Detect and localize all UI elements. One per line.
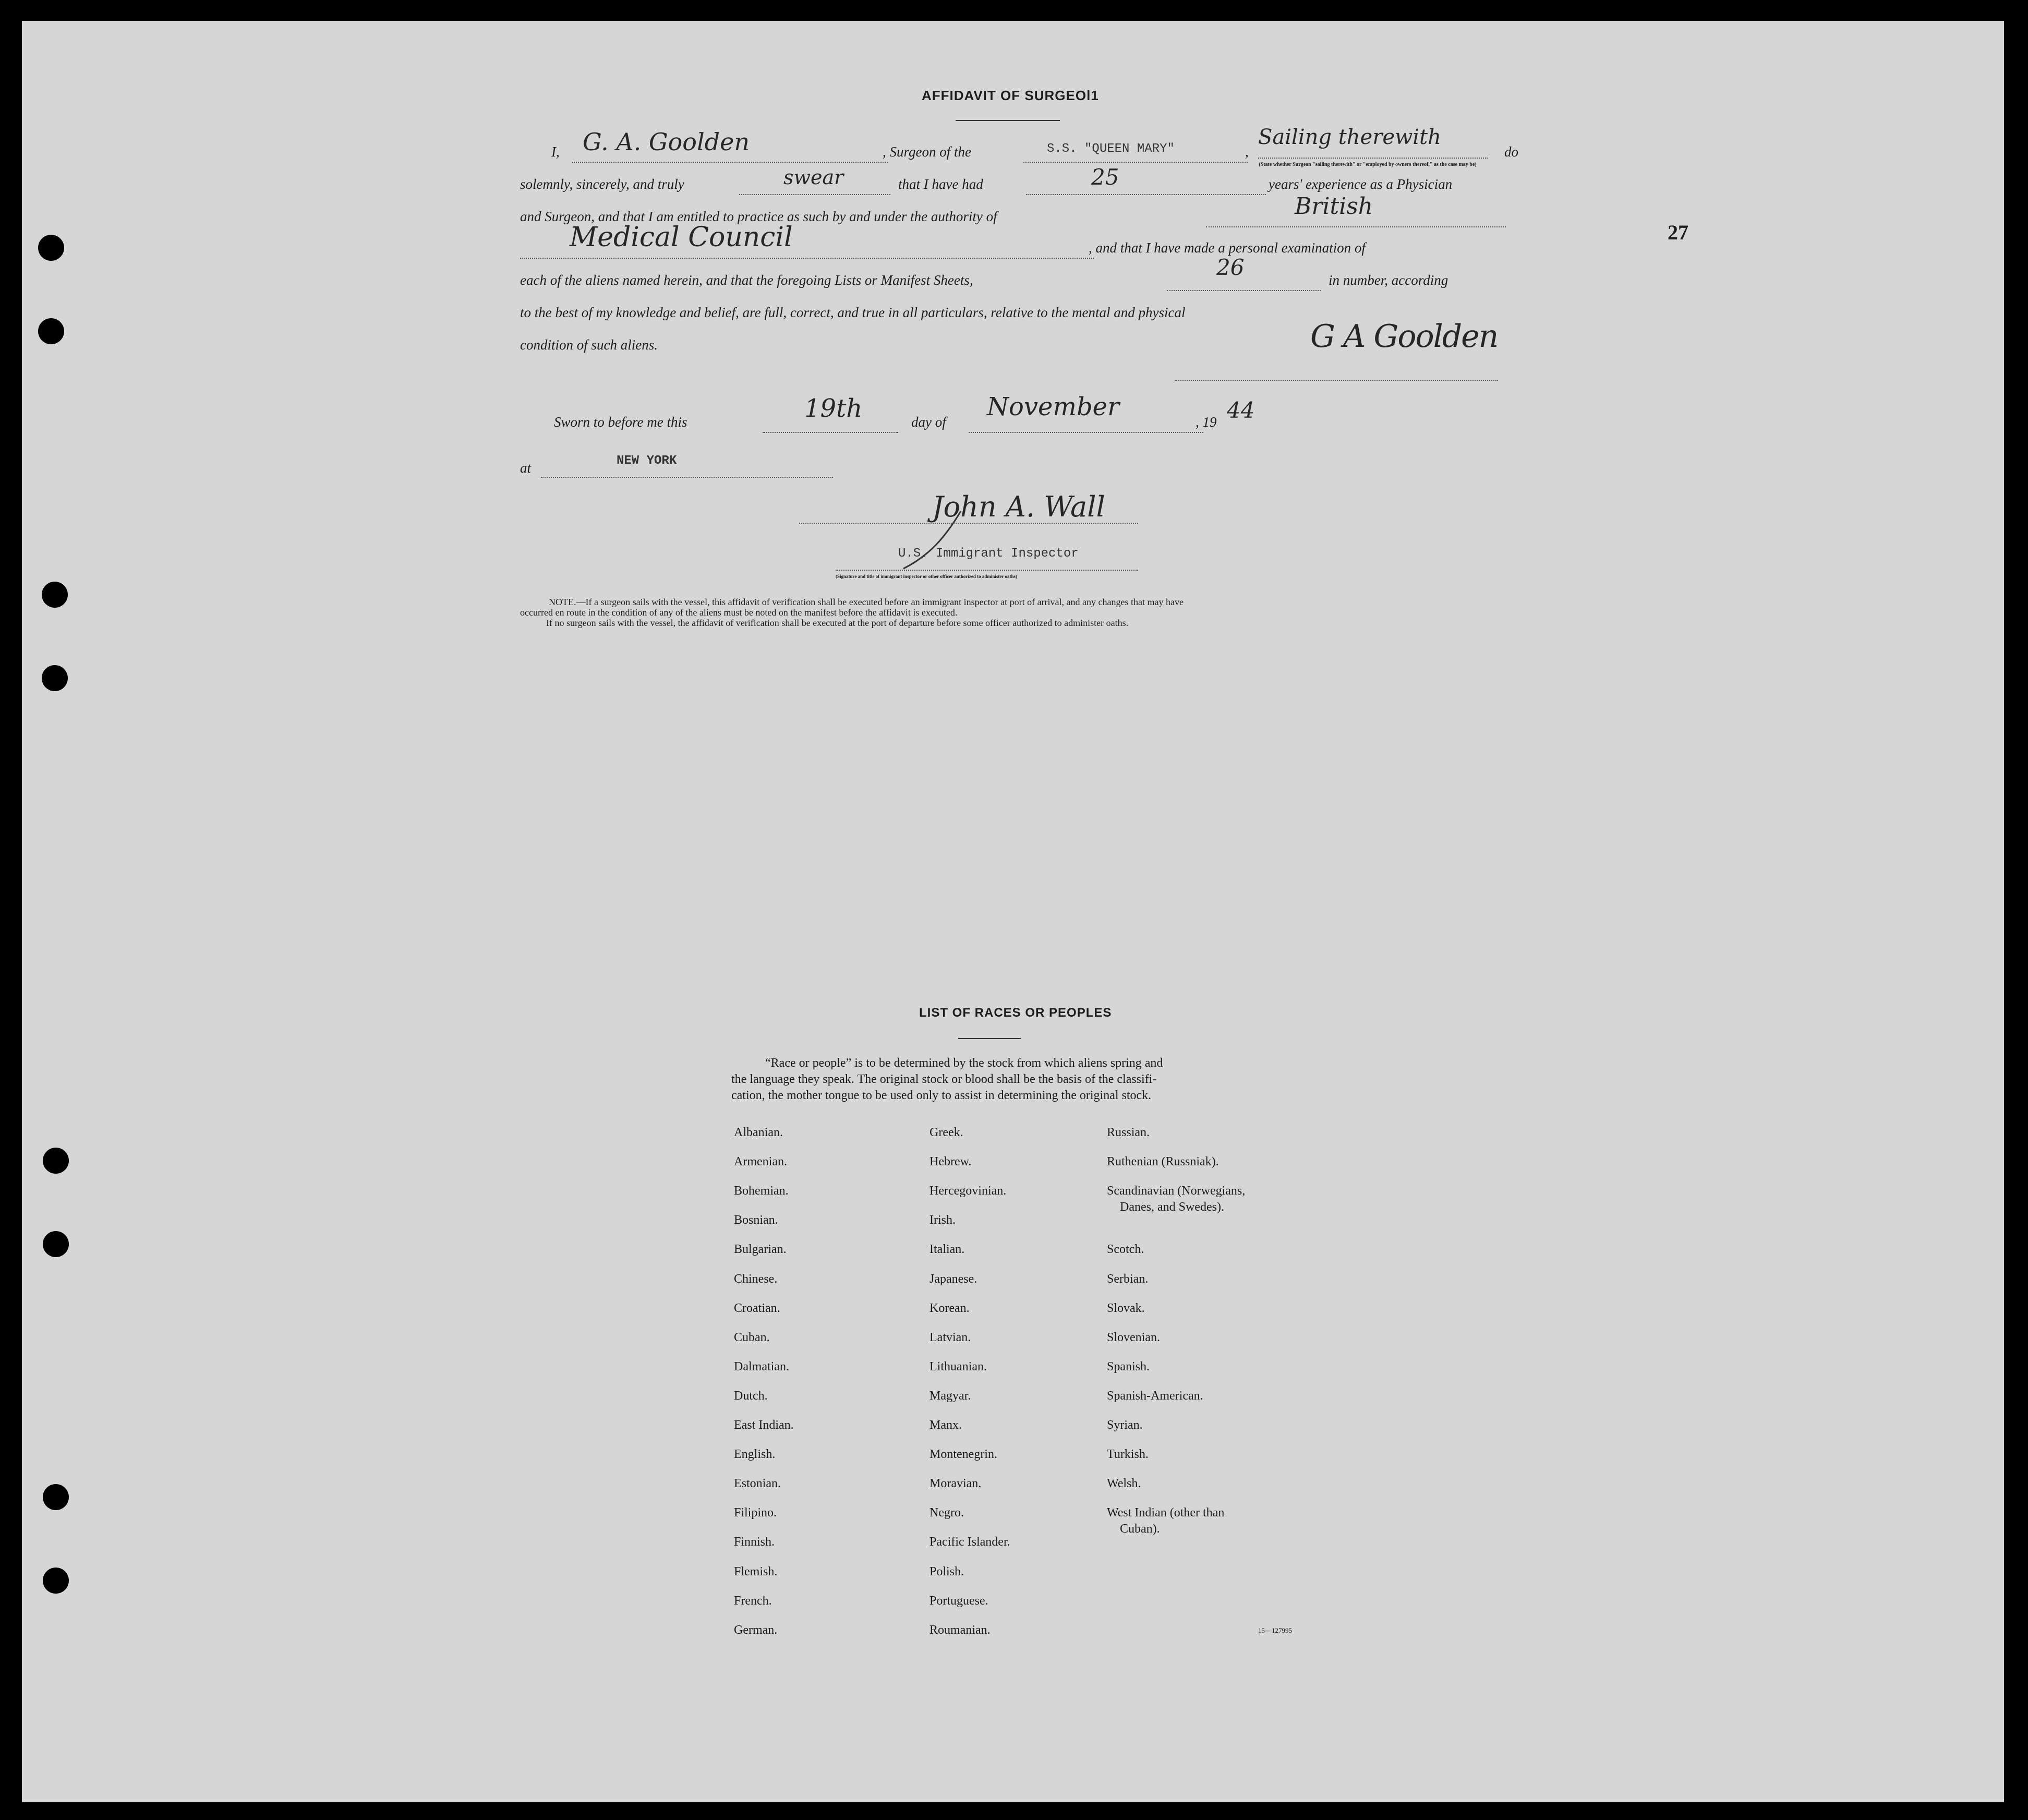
sworn-place: NEW YORK <box>617 454 677 468</box>
affidavit-text: years' experience as a Physician <box>1269 176 1453 192</box>
affidavit-note: If no surgeon sails with the vessel, the affidavit of verification shall be executed at the port of departure before some officer authorized to administer oaths. <box>546 618 1129 628</box>
surgeon-name: G. A. Goolden <box>583 128 750 156</box>
race-entry: Latvian. <box>930 1330 971 1344</box>
binder-hole <box>43 1231 69 1257</box>
race-entry: Syrian. <box>1107 1418 1143 1432</box>
affidavit-text: and Surgeon, and that I am entitled to practice as such by and under the authority of <box>520 209 997 224</box>
ship-name: S.S. "QUEEN MARY" <box>1047 142 1175 156</box>
binder-hole <box>43 1484 69 1510</box>
fill-line <box>1026 194 1266 195</box>
signature-caption: (Signature and title of immigrant inspector or other officer authorized to administer oaths) <box>836 574 1017 579</box>
race-entry: Armenian. <box>734 1155 787 1169</box>
race-entry: Serbian. <box>1107 1272 1149 1286</box>
race-entry: Filipino. <box>734 1506 777 1520</box>
race-entry: Turkish. <box>1107 1448 1149 1462</box>
affidavit-text: I, <box>551 144 560 160</box>
race-entry: Lithuanian. <box>930 1359 987 1373</box>
race-entry: Spanish. <box>1107 1359 1150 1373</box>
race-entry: Bosnian. <box>734 1213 778 1227</box>
authority-2: Medical Council <box>570 222 793 253</box>
oath-word: swear <box>783 166 844 189</box>
sailing-note: (State whether Surgeon "sailing therewith" or "employed by owners thereof," as the case may be) <box>1259 162 1477 167</box>
race-entry: Italian. <box>930 1243 965 1257</box>
race-entry: Slovenian. <box>1107 1330 1160 1344</box>
binder-hole <box>42 665 68 691</box>
signature-flourish <box>883 506 987 574</box>
race-entry: Scotch. <box>1107 1243 1144 1257</box>
races-title: LIST OF RACES OR PEOPLES <box>919 1006 1112 1020</box>
race-entry: Manx. <box>930 1418 962 1432</box>
affidavit-text: each of the aliens named herein, and that the foregoing Lists or Manifest Sheets, <box>520 272 973 288</box>
inspector-title: U.S. Immigrant Inspector <box>898 547 1079 561</box>
race-entry: Cuban). <box>1120 1522 1160 1536</box>
title-underline <box>958 1038 1021 1039</box>
affidavit-text: do <box>1504 144 1518 160</box>
affidavit-text: , 19 <box>1196 414 1217 430</box>
affidavit-note: NOTE.—If a surgeon sails with the vessel, this affidavit of verification shall be executed before an immigrant inspector at port of arrival, and any changes that may have <box>549 597 1184 607</box>
fill-line <box>969 432 1203 433</box>
fill-line <box>1206 226 1506 227</box>
race-entry: Dutch. <box>734 1389 768 1403</box>
races-intro: “Race or people” is to be determined by the stock from which aliens spring and <box>765 1056 1163 1070</box>
affidavit-text: solemnly, sincerely, and truly <box>520 176 684 192</box>
affidavit-text: condition of such aliens. <box>520 337 658 353</box>
affidavit-text: day of <box>911 414 946 430</box>
fill-line <box>1258 158 1488 159</box>
race-entry: Scandinavian (Norwegians, <box>1107 1184 1246 1198</box>
race-entry: French. <box>734 1594 772 1608</box>
race-entry: Albanian. <box>734 1126 783 1139</box>
affidavit-text: that I have had <box>898 176 983 192</box>
fill-line <box>541 477 833 478</box>
race-entry: Roumanian. <box>930 1623 991 1637</box>
race-entry: Irish. <box>930 1213 956 1227</box>
race-entry: Estonian. <box>734 1477 781 1491</box>
sworn-year: 44 <box>1227 397 1255 423</box>
race-entry: Korean. <box>930 1301 970 1315</box>
race-entry: Flemish. <box>734 1564 778 1578</box>
race-entry: Ruthenian (Russniak). <box>1107 1155 1219 1169</box>
race-entry: Chinese. <box>734 1272 778 1286</box>
race-entry: Negro. <box>930 1506 964 1520</box>
affidavit-title: AFFIDAVIT OF SURGEOl1 <box>922 88 1099 103</box>
binder-hole <box>43 1568 69 1594</box>
affidavit-text: , Surgeon of the <box>883 144 971 160</box>
race-entry: Montenegrin. <box>930 1448 997 1462</box>
race-entry: West Indian (other than <box>1107 1506 1225 1520</box>
affidavit-text: Sworn to before me this <box>554 414 687 430</box>
signature-line <box>1175 380 1498 381</box>
page-number: 27 <box>1668 221 1688 244</box>
race-entry: Moravian. <box>930 1477 982 1491</box>
race-entry: Greek. <box>930 1126 963 1139</box>
race-entry: Danes, and Swedes). <box>1120 1200 1224 1214</box>
race-entry: Finnish. <box>734 1535 775 1549</box>
fill-line <box>739 194 890 195</box>
binder-hole <box>43 1148 69 1174</box>
form-number: 15—127995 <box>1258 1626 1292 1634</box>
race-entry: Portuguese. <box>930 1594 988 1608</box>
race-entry: Cuban. <box>734 1330 770 1344</box>
race-entry: Croatian. <box>734 1301 780 1315</box>
race-entry: Hebrew. <box>930 1155 972 1169</box>
race-entry: Polish. <box>930 1564 964 1578</box>
race-entry: Hercegovinian. <box>930 1184 1007 1198</box>
title-underline <box>956 120 1060 121</box>
manifest-sheet-count: 26 <box>1216 255 1245 280</box>
signature-line <box>836 570 1138 571</box>
document-page <box>22 21 2004 1802</box>
race-entry: Pacific Islander. <box>930 1535 1010 1549</box>
sworn-day: 19th <box>804 394 863 423</box>
affidavit-text: , <box>1245 144 1249 160</box>
race-entry: Japanese. <box>930 1272 977 1286</box>
fill-line <box>763 432 898 433</box>
race-entry: Bulgarian. <box>734 1243 787 1257</box>
race-entry: Bohemian. <box>734 1184 789 1198</box>
race-entry: Dalmatian. <box>734 1359 789 1373</box>
race-entry: Slovak. <box>1107 1301 1145 1315</box>
fill-line <box>1167 290 1321 291</box>
affidavit-text: at <box>520 460 532 476</box>
races-intro: cation, the mother tongue to be used only to assist in determining the original stock. <box>731 1089 1152 1102</box>
fill-line <box>520 258 1094 259</box>
sworn-month: November <box>987 392 1120 421</box>
authority-1: British <box>1295 193 1373 220</box>
years-experience: 25 <box>1091 164 1119 190</box>
race-entry: Welsh. <box>1107 1477 1141 1491</box>
race-entry: Magyar. <box>930 1389 971 1403</box>
race-entry: English. <box>734 1448 776 1462</box>
affidavit-text: to the best of my knowledge and belief, are full, correct, and true in all particulars, relative to the mental and physical <box>520 305 1186 320</box>
affidavit-note: occurred en route in the condition of any of the aliens must be noted on the manifest before the affidavit is executed. <box>520 607 958 618</box>
affidavit-text: , and that I have made a personal examination of <box>1089 240 1366 256</box>
race-entry: Russian. <box>1107 1126 1150 1139</box>
race-entry: German. <box>734 1623 778 1637</box>
race-entry: Spanish-American. <box>1107 1389 1203 1403</box>
inspector-signature: John A. Wall <box>932 490 1105 523</box>
signature-line <box>799 523 1138 524</box>
races-intro: the language they speak. The original stock or blood shall be the basis of the classifi- <box>731 1072 1157 1086</box>
affidavit-text: in number, according <box>1329 272 1448 288</box>
binder-hole <box>38 318 64 344</box>
binder-hole <box>42 582 68 608</box>
race-entry: East Indian. <box>734 1418 794 1432</box>
fill-line <box>572 162 888 163</box>
surgeon-signature: G A Goolden <box>1310 318 1498 355</box>
fill-line <box>1023 162 1248 163</box>
binder-hole <box>38 235 64 261</box>
sailing-status: Sailing therewith <box>1258 125 1441 149</box>
